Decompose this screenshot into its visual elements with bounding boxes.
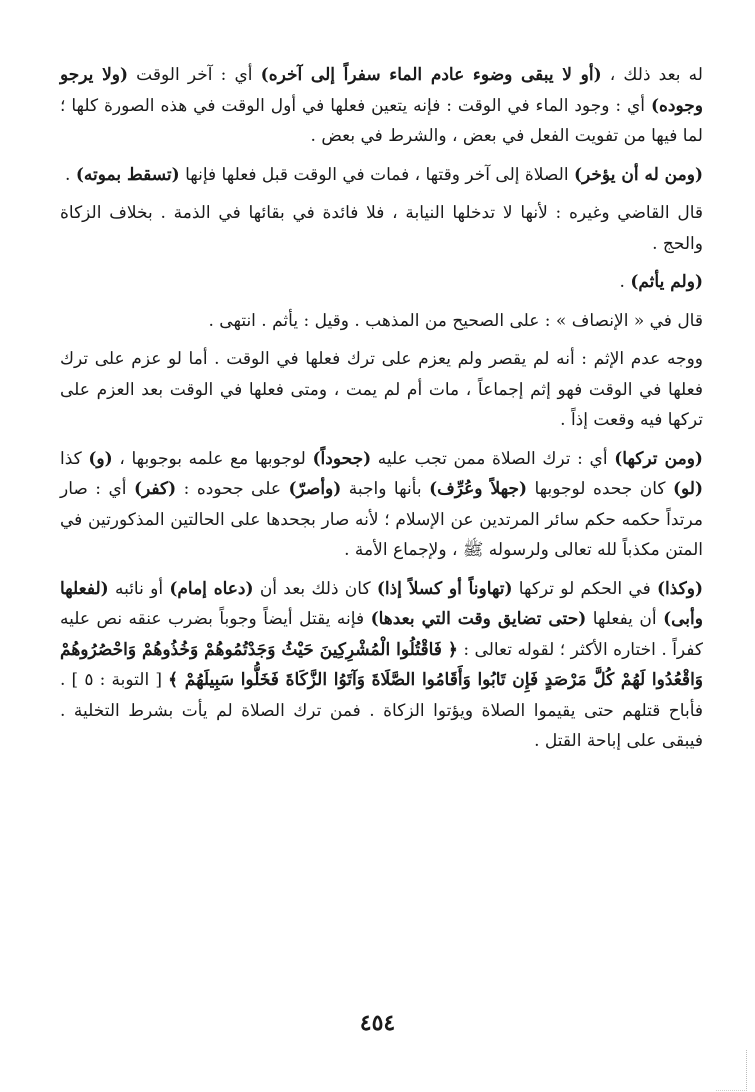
text-run: . xyxy=(619,272,631,292)
bold-text: (حتى تضايق وقت التي بعدها) xyxy=(370,609,587,629)
bold-text: (ولا يرجو وجوده) xyxy=(60,65,703,116)
text-run: [ التوبة : ٥ ] . فأباح قتلهم حتى يقيموا الصلاة ويؤتوا الزكاة . فمن ترك الصلاة لم يأت بشرط التخلية . فيبقى على إباحة القتل . xyxy=(60,670,703,751)
bold-text: (لو) xyxy=(672,479,704,499)
paragraph xyxy=(60,344,703,436)
paragraph xyxy=(60,160,703,191)
paragraph xyxy=(60,60,703,152)
paragraph xyxy=(60,267,703,298)
bold-text: (ولم يأثم) xyxy=(630,272,703,292)
text-run: بأنها واجبة xyxy=(341,479,430,499)
text-run: أن يفعلها xyxy=(586,609,664,629)
bold-text: (لفعلها وأبى) xyxy=(60,578,703,629)
text-run: كان ذلك بعد أن xyxy=(253,578,377,599)
text-run: قال القاضي وغيره : لأنها لا تدخلها النيابة ، فلا فائدة في بقائها في الذمة . بخلاف الزكاة والحج . xyxy=(60,203,703,254)
bold-text: (وأصرّ) xyxy=(288,479,342,499)
text-run: كذا xyxy=(60,448,89,469)
bold-text: (وكذا) xyxy=(656,578,704,599)
text-run: . xyxy=(65,164,76,185)
bold-text: (جهلاً وعُرِّف) xyxy=(429,479,527,499)
page-number: ٤٥٤ xyxy=(359,1010,396,1036)
scan-edge-mark xyxy=(716,1050,747,1091)
text-run: أي : ترك الصلاة ممن تجب عليه xyxy=(371,448,615,469)
text-run: أي : وجود الماء في الوقت : فإنه يتعين فعلها في أول الوقت في هذه الصورة كلها ؛ لما فيها من تفويت الفعل في بعض ، والشرط في بعض . xyxy=(60,95,703,146)
text-run: الصلاة إلى آخر وقتها ، فمات في الوقت قبل فعلها فإنها xyxy=(179,164,574,185)
text-run: أو نائبه xyxy=(108,578,170,599)
bold-text: (ومن له أن يؤخر) xyxy=(573,164,703,185)
document-body xyxy=(60,60,703,757)
bold-text: (جحوداً) xyxy=(312,448,372,469)
paragraph xyxy=(60,444,703,566)
paragraph xyxy=(60,306,703,337)
bold-text: (كفر) xyxy=(134,479,177,499)
text-run: ووجه عدم الإثم : أنه لم يقصر ولم يعزم على ترك فعلها في الوقت . أما لو عزم على ترك فعلها في الوقت فهو إثم إجماعاً ، مات أم لم يمت ، ومتى فعلها في الوقت بعد العزم على تركها فيه وقعت إذاً . xyxy=(60,349,703,430)
paragraph xyxy=(60,198,703,259)
text-run: أي : آخر الوقت xyxy=(128,65,261,85)
text-run: فإنه يقتل أيضاً وجوباً بضرب عنقه نص عليه كفراً . اختاره الأكثر ؛ لقوله تعالى : xyxy=(60,609,703,660)
bold-text: (ومن تركها) xyxy=(614,448,703,469)
text-run: على جحوده : xyxy=(176,479,289,499)
bold-text: (تسقط بموته) xyxy=(75,164,180,185)
bold-text: ﴿ فَاقْتُلُوا الْمُشْرِكِينَ حَيْثُ وَجَدْتُمُوهُمْ وَخُذُوهُمْ وَاحْصُرُوهُمْ وَاقْعُدُوا لَهُمْ كُلَّ مَرْصَدٍ فَإِن تَابُوا وَأَقَامُوا الصَّلَاةَ وَآتَوُا الزَّكَاةَ فَخَلُّوا سَبِيلَهُمْ ﴾ xyxy=(60,639,703,690)
bold-text: (تهاوناً أو كسلاً إذا) xyxy=(376,578,513,599)
text-run: أي : صار مرتداً حكمه حكم سائر المرتدين عن الإسلام ؛ لأنه صار بجحدها على الحالتين المذكورتين في المتن مكذباً لله تعالى ولرسوله ﷺ ، ولإجماع الأمة . xyxy=(60,479,703,560)
text-run: له بعد ذلك ، xyxy=(601,65,703,85)
text-run: كان جحده لوجوبها xyxy=(527,479,673,499)
text-run: لوجوبها مع علمه بوجوبها ، xyxy=(112,448,313,469)
bold-text: (و) xyxy=(88,448,113,469)
text-run: في الحكم لو تركها xyxy=(512,578,657,599)
paragraph xyxy=(60,574,703,757)
bold-text: (دعاه إمام) xyxy=(169,578,254,599)
bold-text: (أو لا يبقى وضوء عادم الماء سفراً إلى آخره) xyxy=(260,65,602,85)
text-run: قال في « الإنصاف » : على الصحيح من المذهب . وقيل : يأثم . انتهى . xyxy=(208,310,703,331)
